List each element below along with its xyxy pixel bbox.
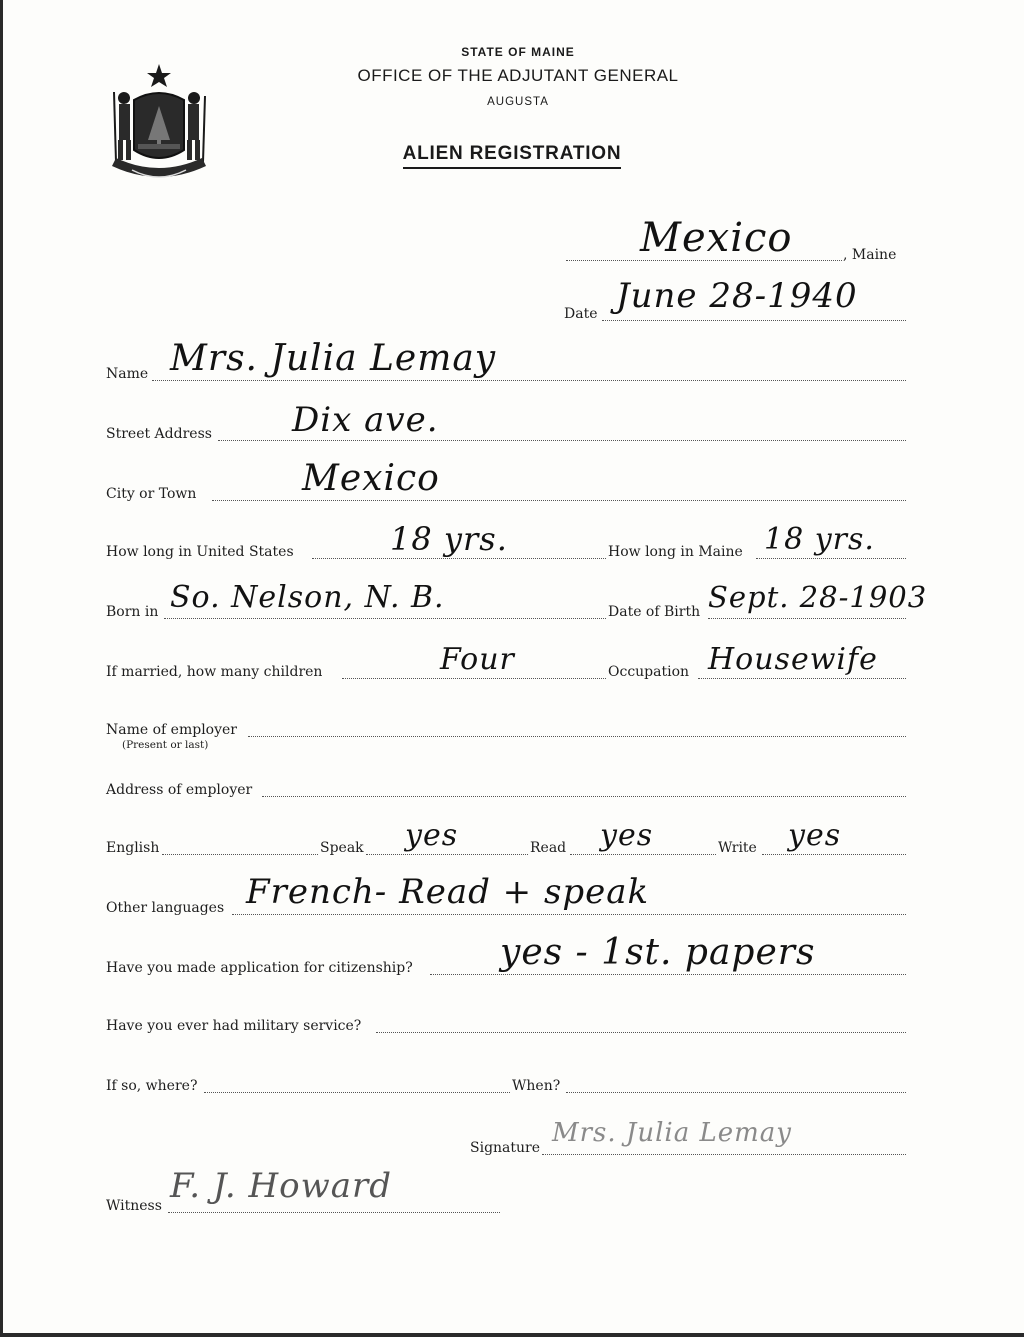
employer-name-note: (Present or last) (122, 739, 209, 751)
write-line (762, 854, 906, 855)
how-long-us-label: How long in United States (106, 544, 294, 560)
employer-name-label: Name of employer (106, 722, 237, 738)
date-of-birth-label: Date of Birth (608, 604, 701, 620)
signature-value[interactable]: Mrs. Julia Lemay (552, 1118, 792, 1148)
signature-label: Signature (470, 1140, 541, 1156)
children-value[interactable]: Four (440, 642, 515, 677)
children-label: If married, how many children (106, 664, 323, 680)
street-address-value[interactable]: Dix ave. (292, 400, 439, 440)
witness-value[interactable]: F. J. Howard (170, 1166, 393, 1206)
city-heading: AUGUSTA (487, 96, 549, 108)
date-label: Date (564, 306, 598, 322)
citizenship-line (430, 974, 906, 975)
read-value[interactable]: yes (600, 818, 654, 853)
office-heading: OFFICE OF THE ADJUTANT GENERAL (357, 66, 679, 85)
maine-label: , Maine (843, 247, 897, 263)
english-line (162, 854, 318, 855)
speak-line (366, 854, 528, 855)
speak-value[interactable]: yes (405, 818, 459, 853)
how-long-maine-line (756, 558, 906, 559)
occupation-label: Occupation (608, 664, 690, 680)
employer-name-line[interactable] (248, 736, 906, 737)
read-line (570, 854, 716, 855)
occupation-line (698, 678, 906, 679)
street-address-label: Street Address (106, 426, 212, 442)
town-value[interactable]: Mexico (640, 215, 793, 261)
witness-label: Witness (106, 1198, 162, 1214)
born-in-line (164, 618, 606, 619)
children-line (342, 678, 606, 679)
signature-line (542, 1154, 906, 1155)
name-label: Name (106, 366, 149, 382)
how-long-us-line (312, 558, 606, 559)
date-of-birth-line (708, 618, 906, 619)
where-label: If so, where? (106, 1078, 198, 1094)
speak-label: Speak (320, 840, 364, 856)
military-line[interactable] (376, 1032, 906, 1033)
how-long-maine-label: How long in Maine (608, 544, 743, 560)
when-line[interactable] (566, 1092, 906, 1093)
other-languages-value[interactable]: French- Read + speak (246, 872, 650, 912)
city-line (212, 500, 906, 501)
born-in-value[interactable]: So. Nelson, N. B. (170, 580, 445, 615)
employer-address-label: Address of employer (106, 782, 253, 798)
how-long-us-value[interactable]: 18 yrs. (390, 520, 508, 558)
other-languages-label: Other languages (106, 900, 225, 916)
how-long-maine-value[interactable]: 18 yrs. (764, 522, 875, 557)
write-value[interactable]: yes (788, 818, 842, 853)
form-title: ALIEN REGISTRATION (0, 143, 1024, 165)
read-label: Read (530, 840, 567, 856)
employer-address-line[interactable] (262, 796, 906, 797)
other-languages-line (232, 914, 906, 915)
citizenship-value[interactable]: yes - 1st. papers (500, 932, 816, 973)
name-value[interactable]: Mrs. Julia Lemay (170, 338, 497, 379)
date-of-birth-value[interactable]: Sept. 28-1903 (708, 580, 928, 614)
military-label: Have you ever had military service? (106, 1018, 362, 1034)
state-heading: STATE OF MAINE (461, 45, 575, 59)
born-in-label: Born in (106, 604, 159, 620)
city-label: City or Town (106, 486, 197, 502)
date-line (602, 320, 906, 321)
date-value[interactable]: June 28-1940 (616, 276, 858, 316)
citizenship-label: Have you made application for citizenship? (106, 960, 413, 976)
when-label: When? (512, 1078, 561, 1094)
name-line (152, 380, 906, 381)
english-label: English (106, 840, 160, 856)
witness-line (168, 1212, 500, 1213)
write-label: Write (718, 840, 757, 856)
city-value[interactable]: Mexico (302, 458, 440, 499)
occupation-value[interactable]: Housewife (708, 642, 878, 677)
street-address-line (218, 440, 906, 441)
where-line[interactable] (204, 1092, 510, 1093)
